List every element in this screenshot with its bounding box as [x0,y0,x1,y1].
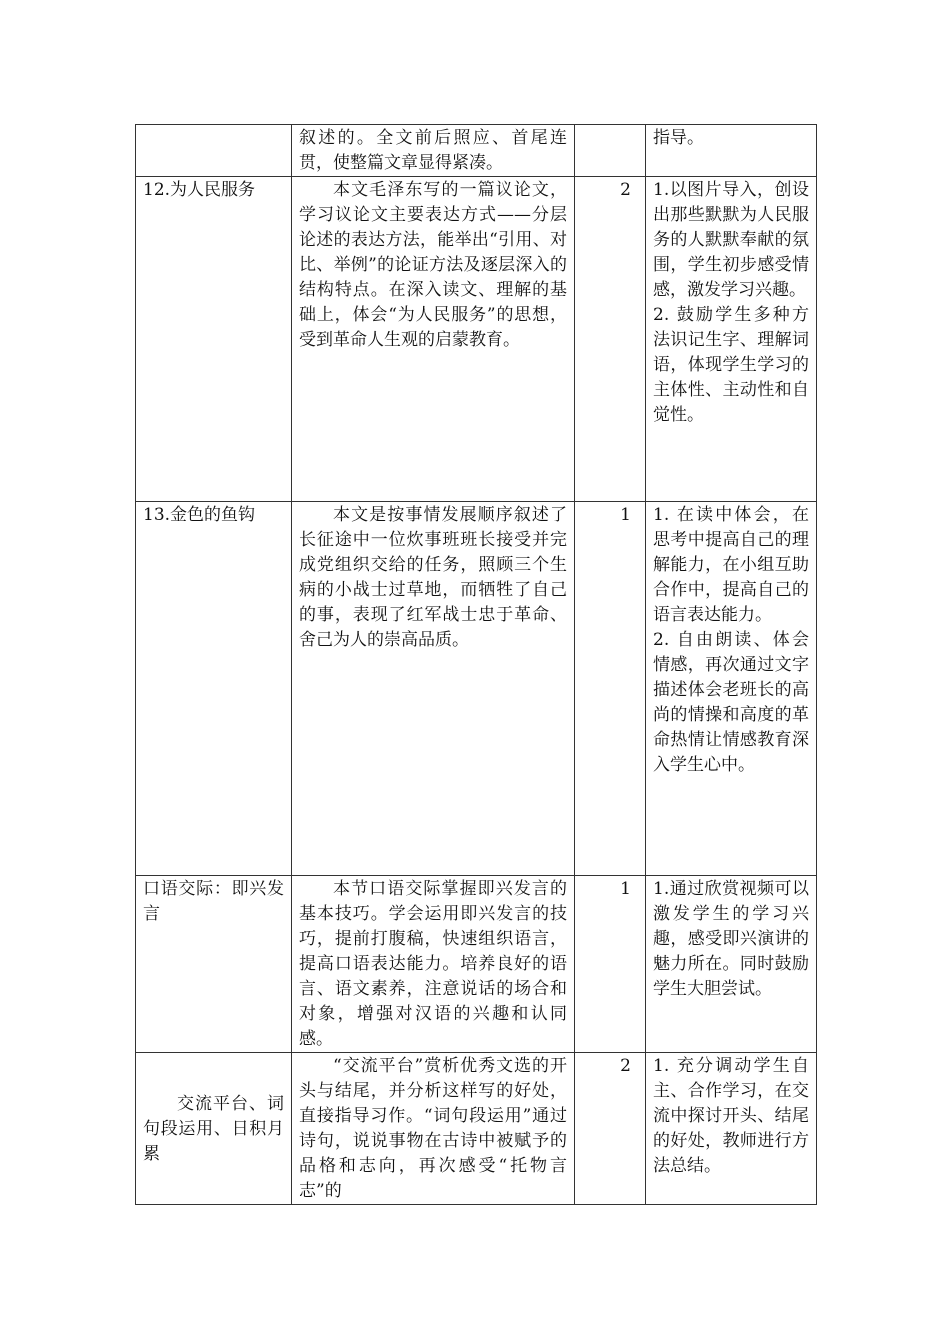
lesson-hours-cell: 1 [575,876,646,1053]
lesson-hours-cell: 2 [575,1053,646,1205]
lesson-title-cell: 口语交际：即兴发言 [136,876,292,1053]
table-row [136,177,817,502]
lesson-content-cell: 本文毛泽东写的一篇议论文，学习议论文主要表达方式——分层论述的表达方法，能举出“引用、对比、举例”的论证方法及逐层深入的结构特点。在深入读文、理解的基础上，体会“为人民服务”的思想，受到革命人生观的启蒙教育。 [292,177,575,502]
lesson-method-cell [646,177,817,502]
method-paragraph: 1. 在读中体会，在思考中提高自己的理解能力，在小组互助合作中，提高自己的语言表达能力。 [653,505,809,625]
method-paragraph: 1.以图片导入，创设出那些默默为人民服务的人默默奉献的氛围，学生初步感受情感，激发学习兴趣。 [653,180,809,300]
table-row [136,125,817,177]
lesson-method-cell [646,502,817,876]
lesson-content-cell: “交流平台”赏析优秀文选的开头与结尾，并分析这样写的好处，直接指导习作。“词句段运用”通过诗句，说说事物在古诗中被赋予的品格和志向，再次感受“托物言志”的 [292,1053,575,1205]
method-paragraph: 1. 充分调动学生自主、合作学习，在交流中探讨开头、结尾的好处，教师进行方法总结。 [653,1056,809,1176]
lesson-content-cell: 叙述的。全文前后照应、首尾连贯，使整篇文章显得紧凑。 [292,125,575,177]
method-paragraph: 2. 鼓励学生多种方法识记生字、理解词语，体现学生学习的主体性、主动性和自觉性。 [653,305,809,425]
method-paragraph: 1.通过欣赏视频可以激发学生的学习兴趣，感受即兴演讲的魅力所在。同时鼓励学生大胆尝试。 [653,879,809,999]
lesson-title-cell: 交流平台、词句段运用、日积月累 [136,1053,292,1205]
lesson-title-cell: 12.为人民服务 [136,177,292,502]
lesson-hours-cell: 1 [575,502,646,876]
lesson-method-cell [646,125,817,177]
lesson-content-cell: 本节口语交际掌握即兴发言的基本技巧。学会运用即兴发言的技巧，提前打腹稿，快速组织语言，提高口语表达能力。培养良好的语言、语文素养，注意说话的场合和对象，增强对汉语的兴趣和认同感。 [292,876,575,1053]
method-paragraph: 2. 自由朗读、体会情感，再次通过文字描述体会老班长的高尚的情操和高度的革命热情让情感教育深入学生心中。 [653,630,809,775]
lesson-hours-cell: 2 [575,177,646,502]
table-row [136,876,817,1053]
lesson-plan-table [135,124,817,1205]
lesson-title-cell: 13.金色的鱼钩 [136,502,292,876]
method-paragraph: 指导。 [653,128,704,148]
lesson-content-cell: 本文是按事情发展顺序叙述了长征途中一位炊事班班长接受并完成党组织交给的任务，照顾三个生病的小战士过草地，而牺牲了自己的事，表现了红军战士忠于革命、舍己为人的崇高品质。 [292,502,575,876]
lesson-method-cell [646,1053,817,1205]
table-row [136,502,817,876]
lesson-title-cell [136,125,292,177]
lesson-method-cell [646,876,817,1053]
lesson-hours-cell [575,125,646,177]
table-row [136,1053,817,1205]
